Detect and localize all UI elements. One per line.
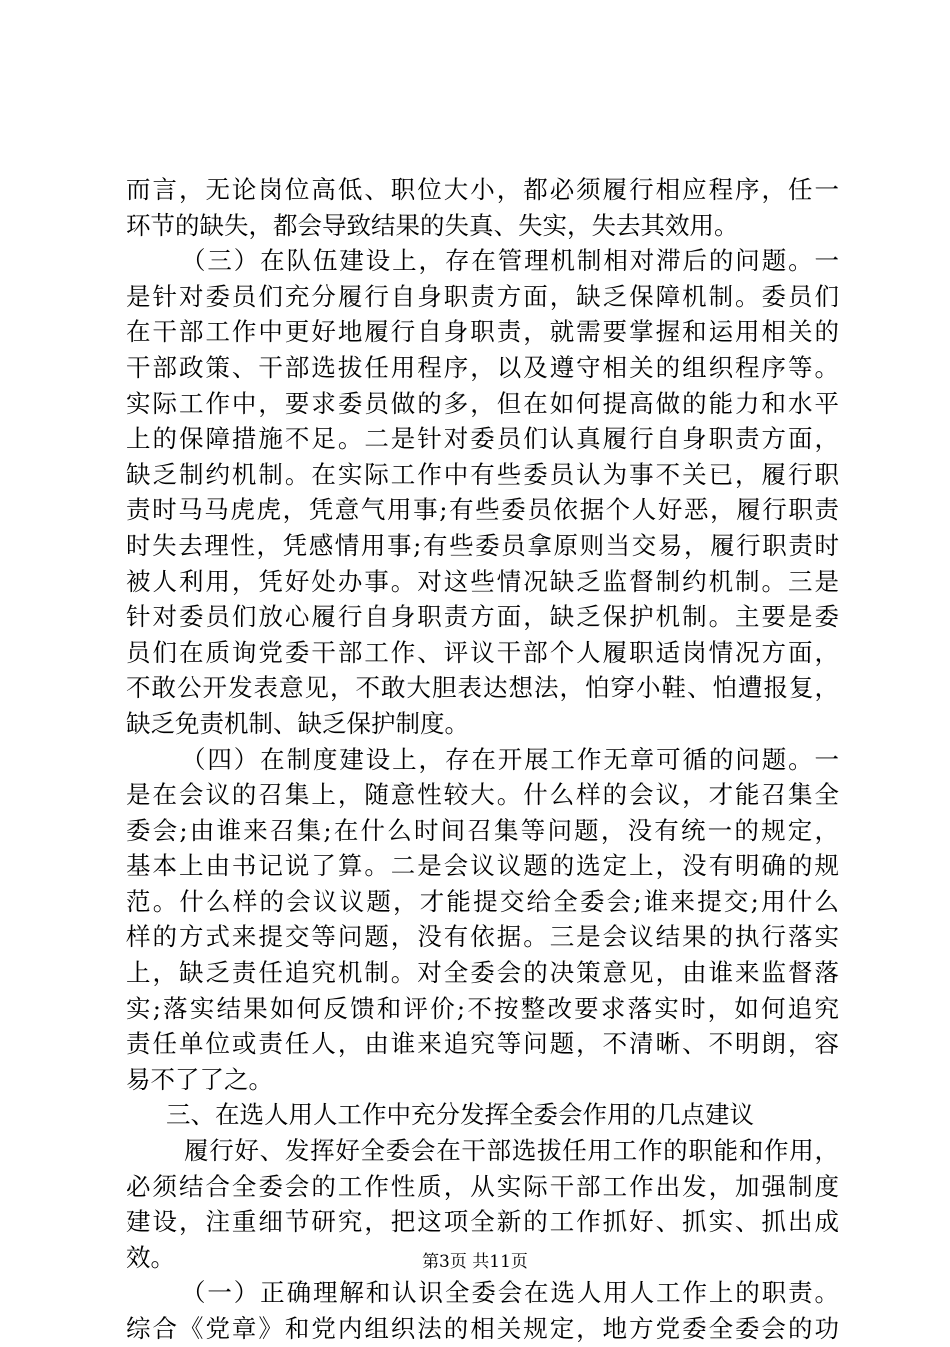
text-line: 不敢公开发表意见，不敢大胆表达想法，怕穿小鞋、怕遭报复， (126, 673, 839, 703)
text-line: 实;落实结果如何反馈和评价;不按整改要求落实时，如何追究 (126, 993, 839, 1023)
text-line: 范。什么样的会议议题，才能提交给全委会;谁来提交;用什么 (126, 886, 839, 916)
text-line: 员们在质询党委干部工作、评议干部个人履职适岗情况方面， (126, 637, 839, 667)
text-line: 是在会议的召集上，随意性较大。什么样的会议，才能召集全 (126, 780, 839, 810)
text-line: 效。 (126, 1242, 175, 1272)
text-line: 责任单位或责任人，由谁来追究等问题，不清晰、不明朗，容 (126, 1029, 839, 1059)
text-line: 而言，无论岗位高低、职位大小，都必须履行相应程序，任一 (126, 175, 839, 204)
text-line: 综合《党章》和党内组织法的相关规定，地方党委全委会的功 (126, 1314, 839, 1343)
text-line: 在干部工作中更好地履行自身职责，就需要掌握和运用相关的 (126, 317, 839, 347)
text-line: 干部政策、干部选拔任用程序，以及遵守相关的组织程序等。 (126, 352, 839, 382)
text-line: 上，缺乏责任追究机制。对全委会的决策意见，由谁来监督落 (126, 958, 839, 988)
text-line: 基本上由书记说了算。二是会议议题的选定上，没有明确的规 (126, 851, 839, 881)
document-body (126, 172, 839, 1347)
text-line: 委会;由谁来召集;在什么时间召集等问题，没有统一的规定， (126, 815, 839, 845)
text-line: 履行好、发挥好全委会在干部选拔任用工作的职能和作用， (184, 1136, 839, 1166)
text-line: 被人利用，凭好处办事。对这些情况缺乏监督制约机制。三是 (126, 566, 839, 596)
text-line: 是针对委员们充分履行自身职责方面，缺乏保障机制。委员们 (126, 281, 839, 311)
page-footer: 第3页 共11页 (422, 1252, 528, 1272)
text-line: 针对委员们放心履行自身职责方面，缺乏保护机制。主要是委 (126, 602, 839, 632)
text-line: （一）正确理解和认识全委会在选人用人工作上的职责。 (181, 1278, 839, 1308)
text-line: 建设，注重细节研究，把这项全新的工作抓好、抓实、抓出成 (126, 1207, 839, 1237)
text-line: 易不了了之。 (126, 1064, 273, 1094)
text-line: 缺乏制约机制。在实际工作中有些委员认为事不关已，履行职 (126, 459, 839, 489)
text-line: 责时马马虎虎，凭意气用事;有些委员依据个人好恶，履行职责 (126, 495, 839, 525)
text-line: 缺乏免责机制、缺乏保护制度。 (126, 708, 469, 738)
text-line: 时失去理性，凭感情用事;有些委员拿原则当交易，履行职责时 (126, 530, 839, 560)
text-line: 环节的缺失，都会导致结果的失真、失实，失去其效用。 (126, 210, 739, 240)
text-line: （三）在队伍建设上，存在管理机制相对滞后的问题。一 (181, 246, 839, 276)
text-line: 必须结合全委会的工作性质，从实际干部工作出发，加强制度 (126, 1171, 839, 1201)
text-line: 实际工作中，要求委员做的多，但在如何提高做的能力和水平 (126, 388, 839, 418)
section-heading: 三、在选人用人工作中充分发挥全委会作用的几点建议 (166, 1100, 754, 1130)
text-line: 上的保障措施不足。二是针对委员们认真履行自身职责方面， (126, 424, 839, 454)
text-line: 样的方式来提交等问题，没有依据。三是会议结果的执行落实 (126, 922, 839, 952)
text-line: （四）在制度建设上，存在开展工作无章可循的问题。一 (181, 744, 839, 774)
